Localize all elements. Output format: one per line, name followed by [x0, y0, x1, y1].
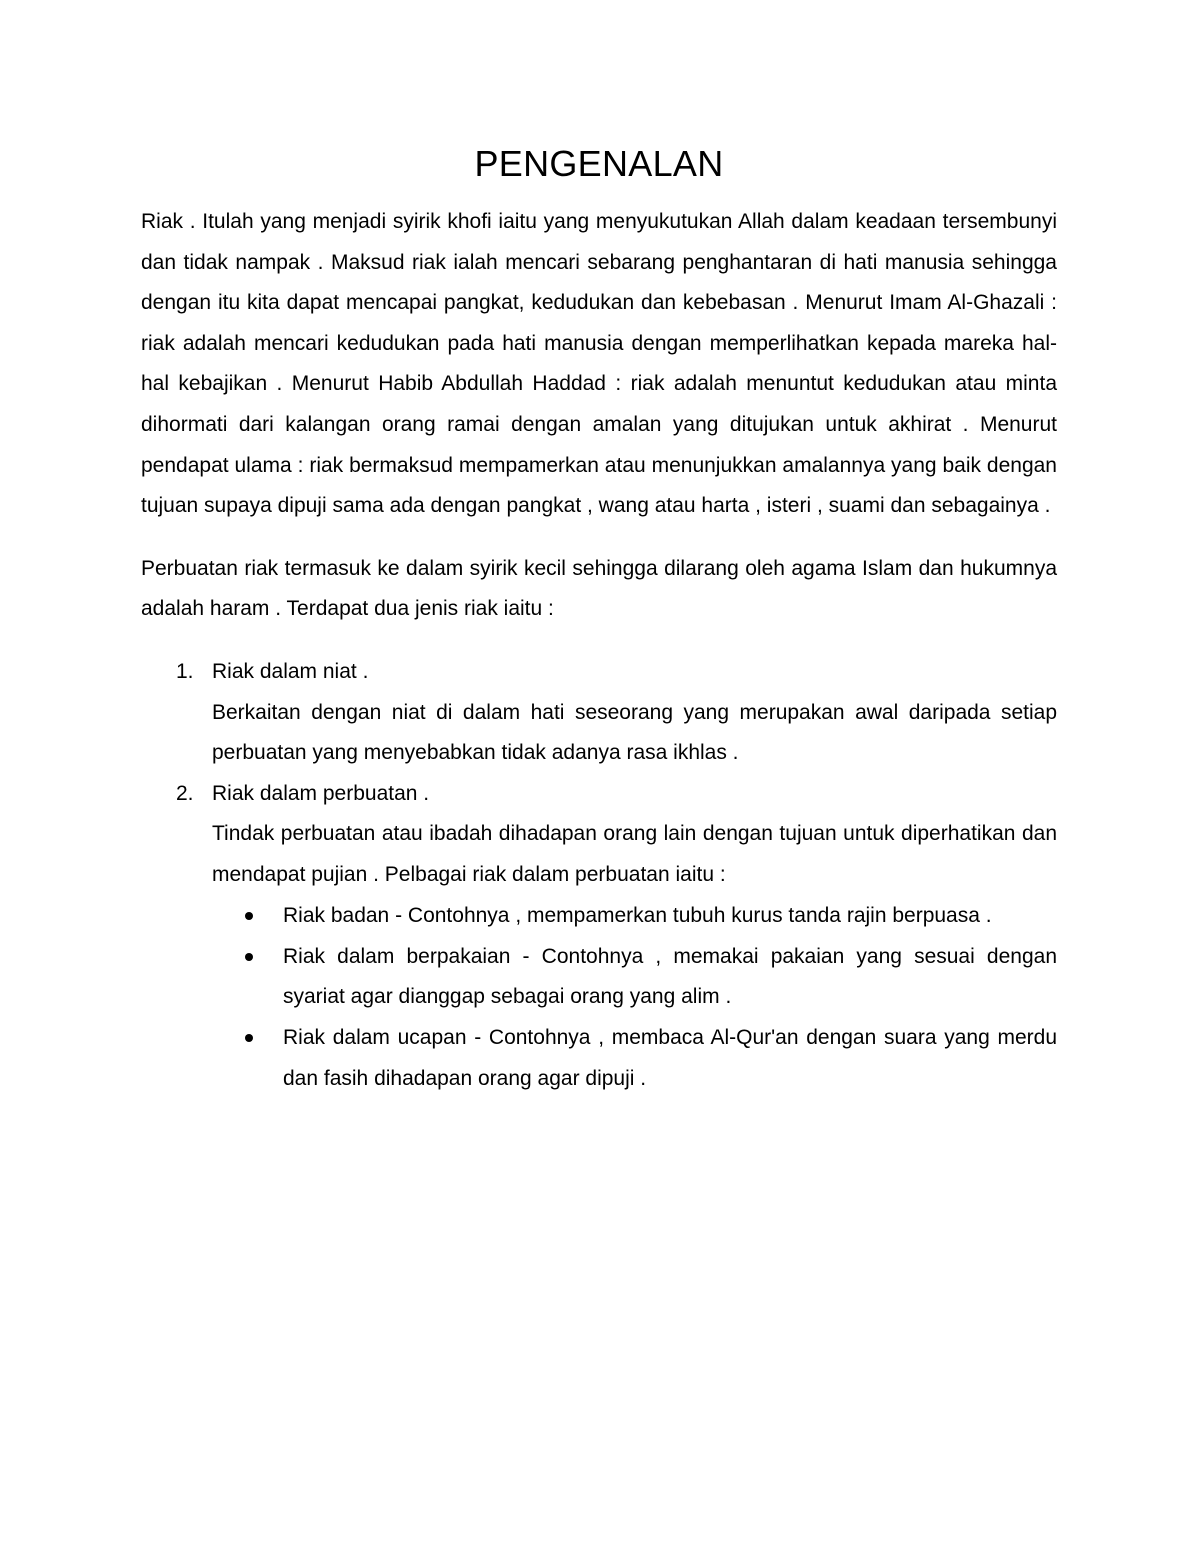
types-paragraph: Perbuatan riak termasuk ke dalam syirik kecil sehingga dilarang oleh agama Islam dan hukumnya adalah haram . Terdapat dua jenis riak iaitu :	[141, 556, 1057, 621]
bullet-item	[212, 896, 1057, 937]
page-title: PENGENALAN	[474, 143, 724, 184]
bullet-item	[212, 1018, 1057, 1099]
riak-perbuatan-bullets	[212, 896, 1057, 1100]
list-item-heading: Riak dalam perbuatan .	[212, 781, 430, 805]
bullet-item	[212, 937, 1057, 1018]
document-page	[141, 140, 1057, 1099]
list-number: 1.	[176, 659, 194, 683]
bullet-icon	[245, 1034, 253, 1042]
list-item-heading: Riak dalam niat .	[212, 659, 369, 683]
bullet-icon	[245, 953, 253, 961]
list-item-body: Tindak perbuatan atau ibadah dihadapan orang lain dengan tujuan untuk diperhatikan dan mendapat pujian . Pelbagai riak dalam perbuatan iaitu :	[212, 822, 1057, 886]
list-item	[141, 652, 1057, 774]
intro-paragraph: Riak . Itulah yang menjadi syirik khofi iaitu yang menyukutukan Allah dalam keadaan tersembunyi dan tidak nampak . Maksud riak ialah mencari sebarang penghantaran di hati manusia sehingga dengan itu kita dapat mencapai pangkat, kedudukan dan kebebasan . Menurut Imam Al-Ghazali : riak adalah mencari kedudukan pada hati manusia dengan memperlihatkan kepada mareka hal-hal kebajikan . Menurut Habib Abdullah Haddad : riak adalah menuntut kedudukan atau minta dihormati dari kalangan orang ramai dengan amalan yang ditujukan untuk akhirat . Menurut pendapat ulama : riak bermaksud mempamerkan atau menunjukkan amalannya yang baik dengan tujuan supaya dipuji sama ada dengan pangkat , wang atau harta , isteri , suami dan sebagainya .	[141, 210, 1057, 518]
list-item	[141, 774, 1057, 896]
bullet-text: Riak dalam berpakaian - Contohnya , memakai pakaian yang sesuai dengan syariat agar dianggap sebagai orang yang alim .	[283, 944, 1057, 1009]
riak-types-list	[141, 652, 1057, 896]
bullet-text: Riak badan - Contohnya , mempamerkan tubuh kurus tanda rajin berpuasa .	[283, 903, 992, 927]
bullet-icon	[245, 912, 253, 920]
list-number: 2.	[176, 781, 194, 805]
list-item-body: Berkaitan dengan niat di dalam hati seseorang yang merupakan awal daripada setiap perbuatan yang menyebabkan tidak adanya rasa ikhlas .	[212, 700, 1057, 765]
bullet-text: Riak dalam ucapan - Contohnya , membaca Al-Qur'an dengan suara yang merdu dan fasih dihadapan orang agar dipuji .	[283, 1026, 1057, 1090]
